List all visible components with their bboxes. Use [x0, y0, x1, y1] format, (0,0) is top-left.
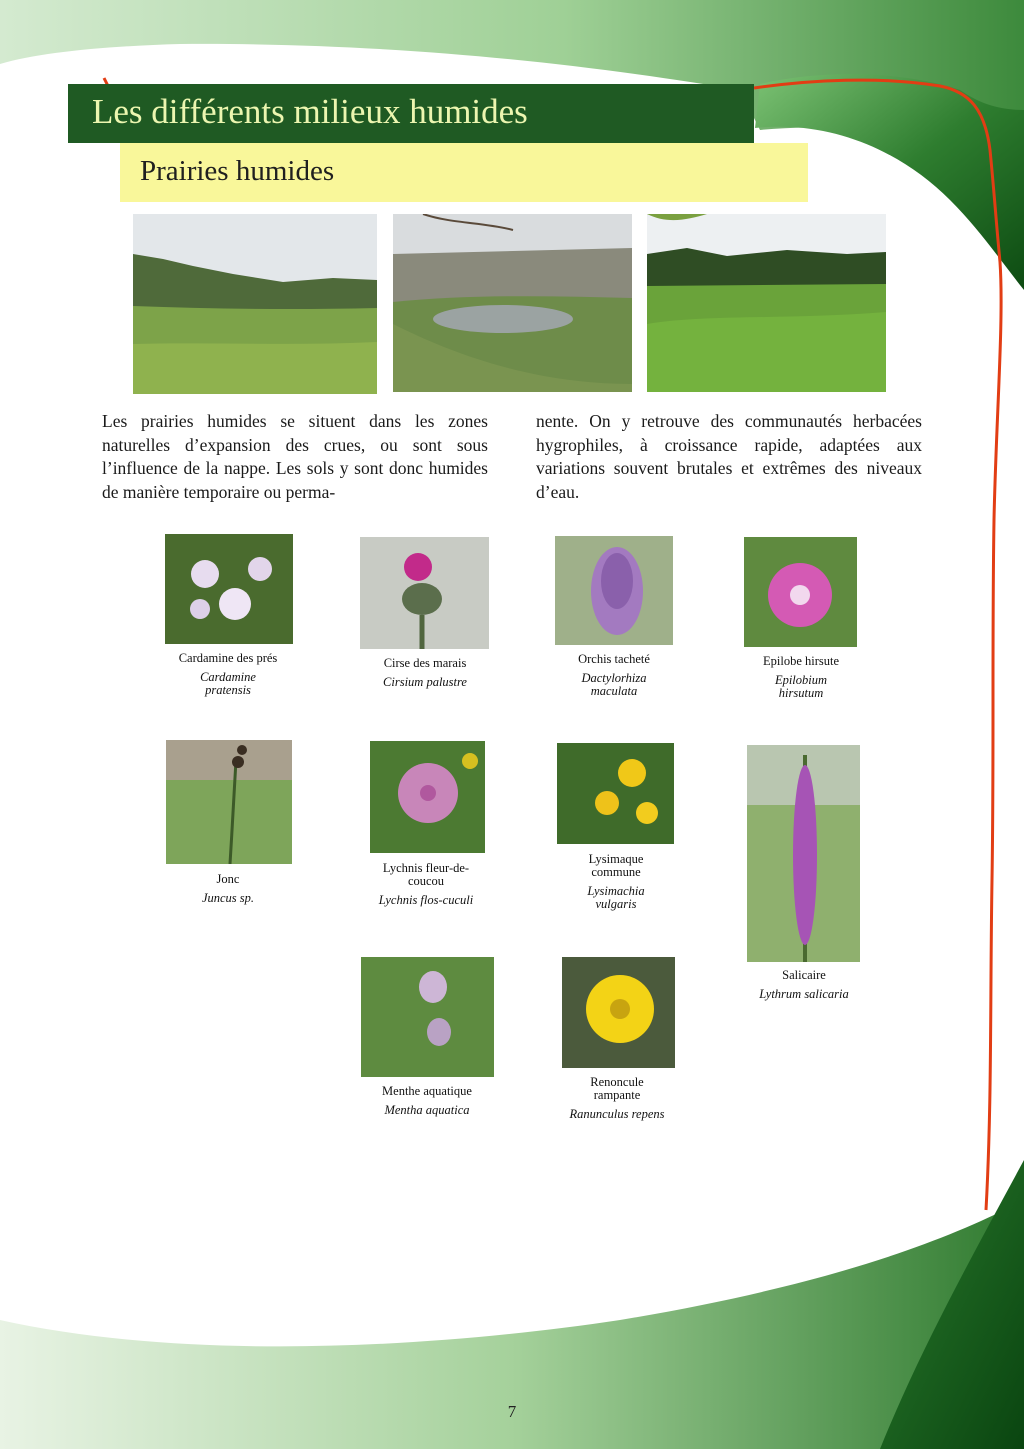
plant-photo-cardamine [165, 534, 293, 644]
caption-salicaire [738, 969, 870, 1001]
plant-latin-name: Ranunculus repens [569, 1107, 665, 1121]
caption-cardamine [163, 652, 293, 697]
caption-orchis [549, 653, 679, 698]
plant-photo-salicaire [747, 745, 860, 962]
plant-latin-name: Mentha aquatica [384, 1103, 470, 1117]
page-number: 7 [507, 1402, 517, 1421]
plant-latin-name: Lysimachia vulgaris [587, 884, 645, 911]
plant-latin-name: Cirsium palustre [383, 675, 467, 689]
plant-common-name: Lysimaque commune [588, 852, 644, 879]
plant-latin-name: Cardamine pratensis [200, 670, 256, 697]
plant-photo-cirse [360, 537, 489, 649]
intro-text-column-2: nente. On y retrouve des communautés herbacées hygrophiles, à croissance rapide, adaptées aux variations souvent brutales et extrêmes des niveaux d’eau. [536, 411, 922, 502]
plant-photo-epilobe [744, 537, 857, 647]
plant-common-name: Orchis tacheté [578, 652, 650, 666]
caption-menthe [362, 1085, 492, 1117]
caption-jonc [163, 873, 293, 905]
plant-photo-lychnis [370, 741, 485, 853]
prairie-photo-3 [647, 214, 886, 392]
page-title: Les différents milieux humides [92, 92, 528, 131]
plant-common-name: Cardamine des prés [178, 651, 278, 665]
plant-common-name: Jonc [216, 872, 240, 886]
plant-latin-name: Lychnis flos-cuculi [378, 893, 474, 907]
plant-latin-name: Dactylorhiza maculata [581, 671, 647, 698]
caption-renoncule [555, 1076, 679, 1121]
plant-latin-name: Juncus sp. [201, 891, 255, 905]
intro-text-column-1: Les prairies humides se situent dans les zones naturelles d’expansion des crues, ou sont sous l’influence de la nappe. Les sols y sont donc humides de manière temporaire ou perma- [102, 411, 488, 502]
caption-epilobe [736, 655, 866, 700]
plant-common-name: Menthe aquatique [382, 1084, 472, 1098]
plant-photo-menthe [361, 957, 494, 1077]
prairie-photo-1 [133, 214, 377, 394]
plant-common-name: Salicaire [782, 968, 826, 982]
plant-common-name: Epilobe hirsute [762, 654, 840, 668]
plant-photo-renoncule [562, 957, 675, 1068]
plant-photo-jonc [166, 740, 292, 864]
prairie-photo-2 [393, 214, 632, 392]
plant-common-name: Lychnis fleur-de-coucou [382, 861, 470, 888]
section-subtitle: Prairies humides [140, 155, 335, 187]
caption-cirse [355, 657, 495, 689]
plant-photo-orchis [555, 536, 673, 645]
caption-lychnis [365, 862, 487, 907]
plant-common-name: Cirse des marais [383, 656, 467, 670]
plant-photo-lysimaque [557, 743, 674, 844]
caption-lysimaque [553, 853, 679, 911]
plant-latin-name: Epilobium hirsutum [774, 673, 828, 700]
plant-common-name: Renoncule rampante [590, 1075, 644, 1102]
plant-latin-name: Lythrum salicaria [759, 987, 849, 1001]
